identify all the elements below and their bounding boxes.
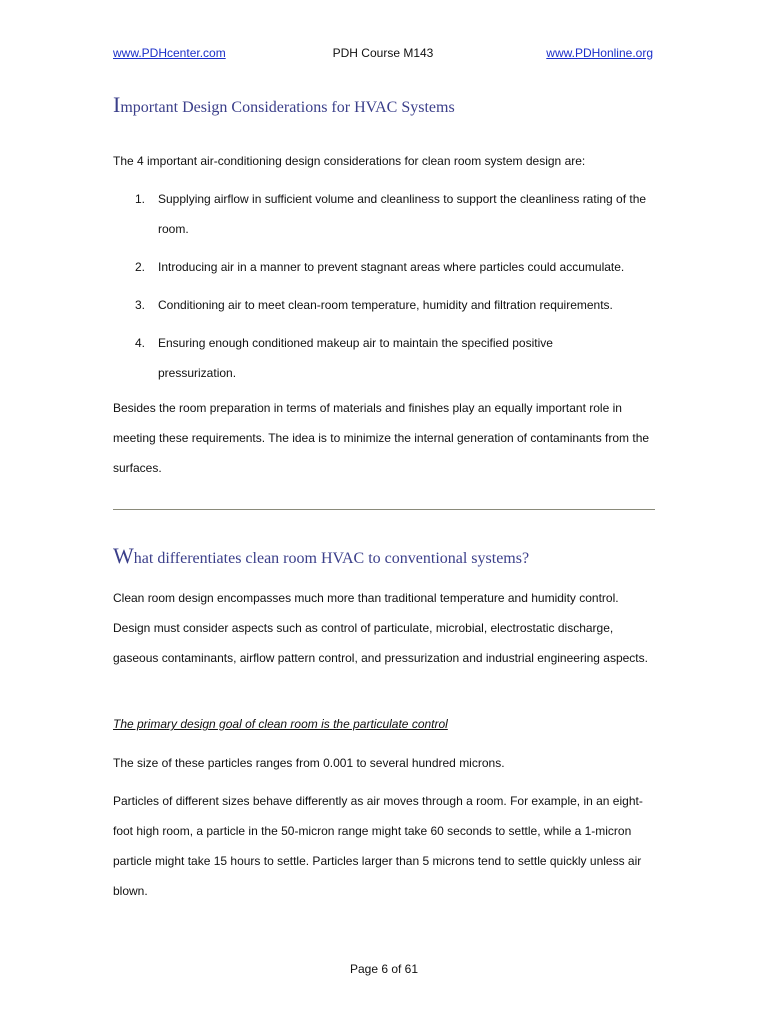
section2-note: The primary design goal of clean room is the particulate control [113, 717, 448, 731]
pdhonline-link[interactable]: www.PDHonline.org [546, 46, 653, 60]
section2-paragraph-1: Clean room design encompasses much more than traditional temperature and humidity control. Design must consider aspects such as control of particulate, microbial, electrostatic discharge, gaseous contaminants, airflow pattern control, and pressurization and industrial engineering aspects. [113, 591, 648, 665]
section1-heading-rest: mportant Design Considerations for HVAC Systems [120, 99, 455, 116]
considerations-list [113, 184, 658, 396]
section2-heading [113, 543, 529, 569]
list-item: 1. Supplying airflow in sufficient volume and cleanliness to support the cleanliness rating of the room. [135, 192, 647, 236]
course-title: PDH Course M143 [332, 46, 434, 60]
list-item: 2. Introducing air in a manner to prevent stagnant areas where particles could accumulate. [135, 260, 625, 274]
section1-closing: Besides the room preparation in terms of materials and finishes play an equally important role in meeting these requirements. The idea is to minimize the internal generation of contaminants from the surfaces. [113, 401, 650, 475]
section1-heading [113, 92, 455, 118]
section-divider [113, 509, 655, 510]
page-number: Page 6 of 61 [349, 962, 419, 976]
section2-paragraph-3: Particles of different sizes behave differently as air moves through a room. For example, in an eight-foot high room, a particle in the 50-micron range might take 60 seconds to settle, while a 1-micron particle might take 15 hours to settle. Particles larger than 5 microns tend to settle quickly unless air blown. [113, 794, 643, 898]
section1-heading-cap: I [113, 92, 121, 117]
section1-intro: The 4 important air-conditioning design considerations for clean room system design are: [113, 154, 586, 168]
section2-heading-rest: hat differentiates clean room HVAC to conventional systems? [133, 550, 530, 567]
section2-paragraph-2: The size of these particles ranges from 0.001 to several hundred microns. [113, 756, 505, 770]
list-item: 3. Conditioning air to meet clean-room temperature, humidity and filtration requirements. [135, 298, 613, 312]
pdhcenter-link[interactable]: www.PDHcenter.com [113, 46, 226, 60]
list-item: 4. Ensuring enough conditioned makeup air to maintain the specified positive pressurization. [135, 336, 553, 380]
page-header [113, 46, 653, 64]
section2-heading-cap: W [113, 543, 134, 568]
